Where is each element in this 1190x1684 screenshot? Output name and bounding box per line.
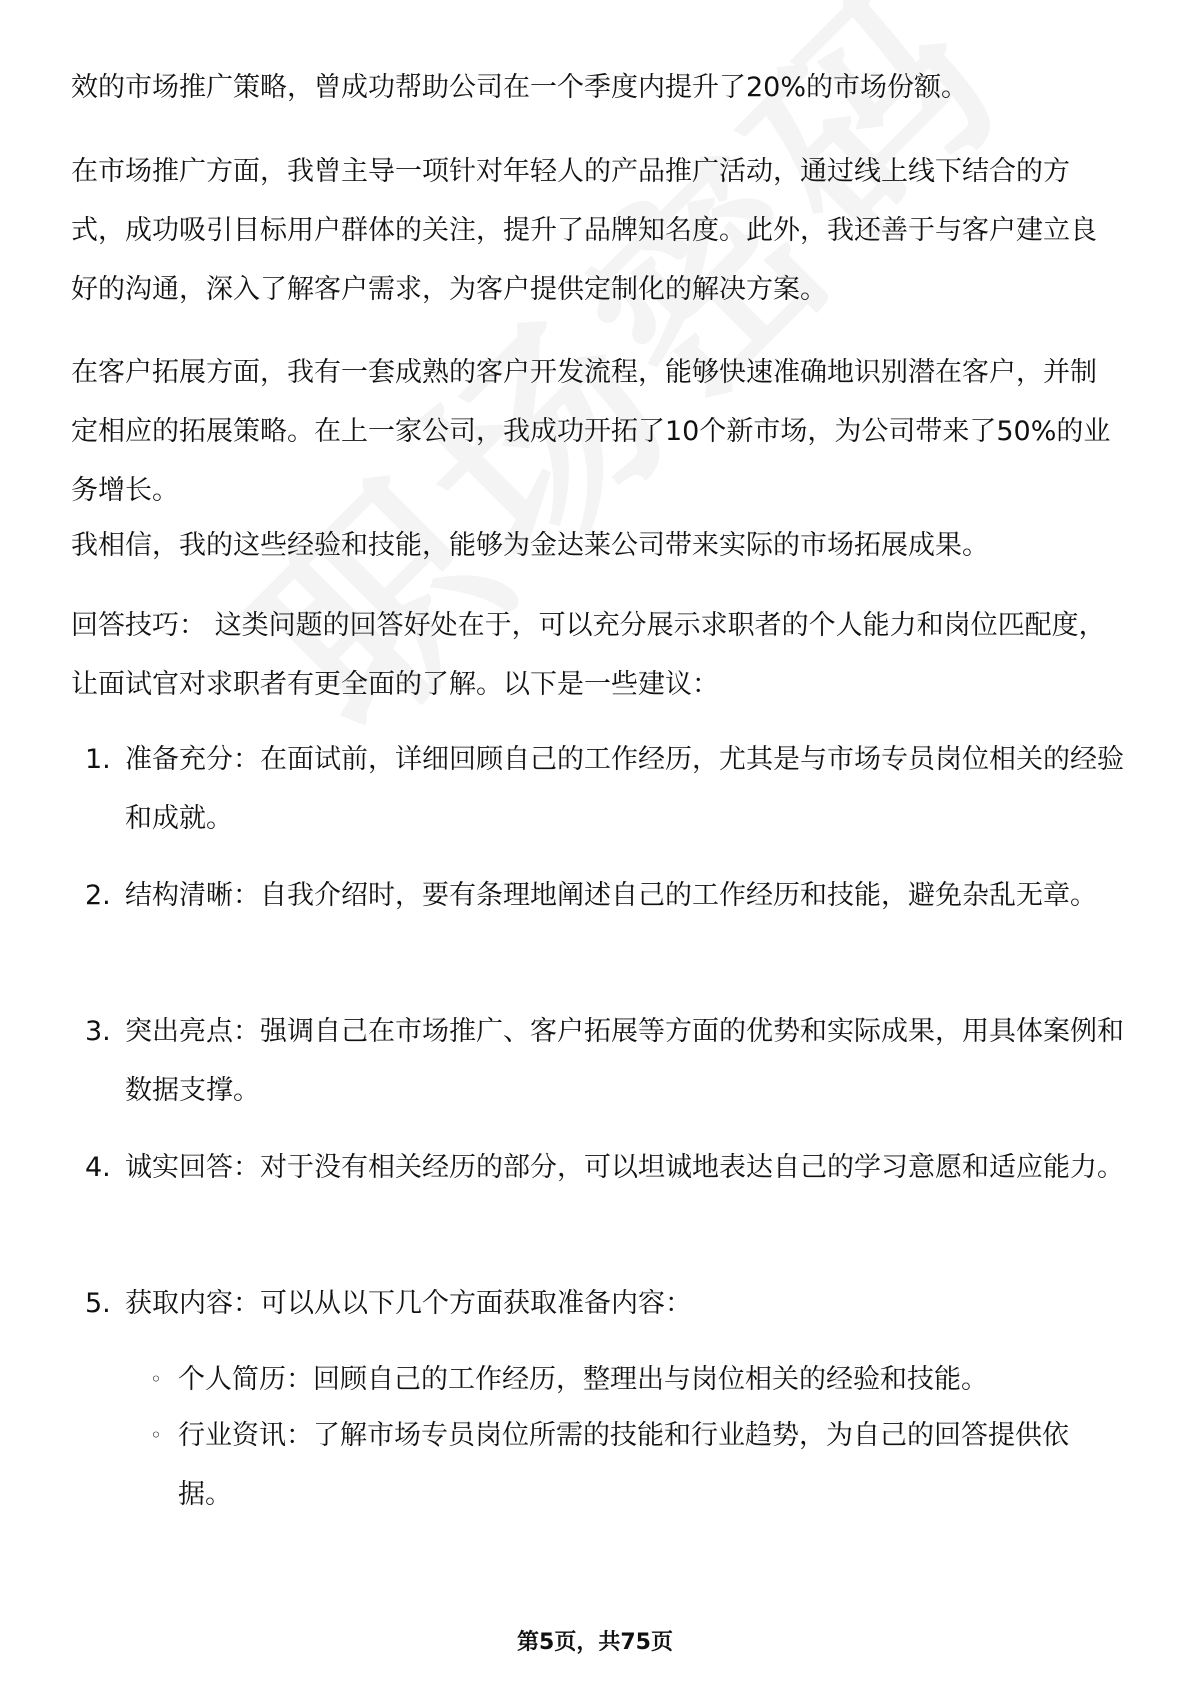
list-number: 4.	[85, 1152, 111, 1183]
list-item	[85, 1002, 1125, 1120]
paragraph-3: 在客户拓展方面，我有一套成熟的客户开发流程，能够快速准确地识别潜在客户，并制定相应的拓展策略。在上一家公司，我成功开拓了10个新市场，为公司带来了50%的业务增长。	[71, 357, 1111, 506]
paragraph-2: 在市场推广方面，我曾主导一项针对年轻人的产品推广活动，通过线上线下结合的方式，成功吸引目标用户群体的关注，提升了品牌知名度。此外，我还善于与客户建立良好的沟通，深入了解客户需求，为客户提供定制化的解决方案。	[71, 156, 1097, 305]
list-number: 3.	[85, 1016, 111, 1047]
sub-list-text: 行业资讯：了解市场专员岗位所需的技能和行业趋势，为自己的回答提供依据。	[178, 1420, 1069, 1510]
list-text: 获取内容：可以从以下几个方面获取准备内容：	[125, 1288, 692, 1319]
list-item	[85, 1138, 1125, 1197]
page-footer: 第5页，共75页	[517, 1630, 673, 1655]
list-number: 2.	[85, 880, 111, 911]
paragraph-4: 我相信，我的这些经验和技能，能够为金达莱公司带来实际的市场拓展成果。	[71, 530, 989, 561]
list-item	[85, 866, 1125, 925]
paragraph-5: 回答技巧： 这类问题的回答好处在于，可以充分展示求职者的个人能力和岗位匹配度，让面试官对求职者有更全面的了解。以下是一些建议：	[71, 610, 1106, 700]
list-text: 诚实回答：对于没有相关经历的部分，可以坦诚地表达自己的学习意愿和适应能力。	[125, 1152, 1124, 1183]
list-text: 结构清晰：自我介绍时，要有条理地阐述自己的工作经历和技能，避免杂乱无章。	[125, 880, 1097, 911]
list-number: 5.	[85, 1288, 111, 1319]
hollow-bullet-icon: ◦	[150, 1367, 162, 1391]
list-item	[85, 730, 1125, 848]
list-text: 准备充分：在面试前，详细回顾自己的工作经历，尤其是与市场专员岗位相关的经验和成就。	[125, 744, 1124, 834]
list-text: 突出亮点：强调自己在市场推广、客户拓展等方面的优势和实际成果，用具体案例和数据支撑。	[125, 1016, 1124, 1106]
sub-list-item	[150, 1350, 1110, 1409]
sub-list-text: 个人简历：回顾自己的工作经历，整理出与岗位相关的经验和技能。	[178, 1364, 988, 1395]
list-number: 1.	[85, 744, 111, 775]
list-item	[85, 1274, 1125, 1333]
hollow-bullet-icon: ◦	[150, 1423, 162, 1447]
sub-list-item	[150, 1406, 1110, 1524]
paragraph-1: 效的市场推广策略，曾成功帮助公司在一个季度内提升了20%的市场份额。	[71, 72, 969, 103]
